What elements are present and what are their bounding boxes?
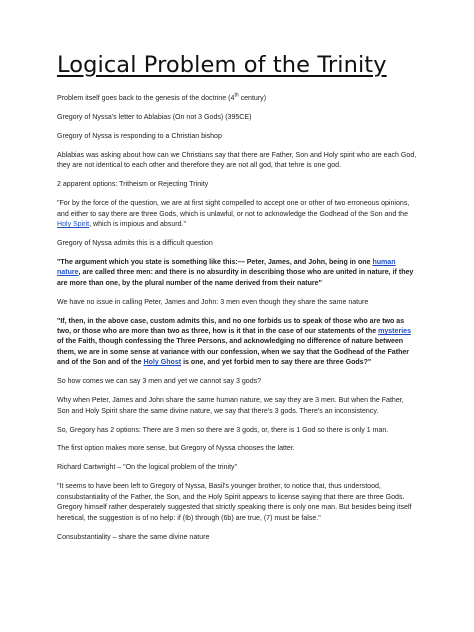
link-holy-spirit[interactable]: Holy Spirit <box>57 220 90 228</box>
link-nature[interactable]: nature <box>57 269 79 277</box>
paragraph-consubstantiality: Consubstantiality – share the same divine nature <box>57 533 210 541</box>
paragraph-first-option: The first option makes more sense, but Gregory of Nyssa chooses the latter. <box>57 445 295 453</box>
quote-custom-admits <box>57 317 417 369</box>
quote-argument <box>57 258 417 289</box>
quote-text-end: , are called three men: and there is no absurdity in describing those who are united in nature, if they are more than one, by the plural number of the name derived from their nature" <box>57 269 414 287</box>
paragraph-no-issue: We have no issue in calling Peter, James and John: 3 men even though they share the same nature <box>57 298 369 306</box>
paragraph-options: 2 apparent options: Tritheism or Rejecting Trinity <box>57 181 209 189</box>
quote-force-of-question <box>57 199 417 230</box>
quote-text: "For by the force of the question, we are at first sight compelled to accept one or other of two erroneous opinions, and either to say there are three Gods, which is unlawful, or not to acknowledge the Godhead of the Son and the <box>57 200 410 218</box>
link-human[interactable]: human <box>372 258 396 266</box>
paragraph-inconsistency: Why when Peter, James and John share the same human nature, we say they are 3 men. But when the Father, Son and Holy Spirit share the same divine nature, we say that there's 3 gods. There's an inconsistency. <box>57 397 404 415</box>
origin-text-end: century) <box>238 95 267 102</box>
quote-cartwright: "It seems to have been left to Gregory of Nyssa, Basil's younger brother, to notice that, thus understood, consubstantiality of the Father, the Son, and the Holy Spirit appears to license saying that there are three Gods. Gregory himself rather desperately suggested that strictly speaking there is only one man. But besides being itself heretical, the suggestion is of no help: if (Ib) through (6b) are true, (7) must be false." <box>57 483 412 522</box>
quote-text: "The argument which you state is something like this:— Peter, James, and John, being in one <box>57 258 373 266</box>
superscript-th: th <box>234 92 239 99</box>
quote-text: "If, then, in the above case, custom admits this, and no one forbids us to speak of those who are two as two, or those who are more than two as three, how is it that in the case of our statements of the <box>57 317 405 336</box>
paragraph-admits: Gregory of Nyssa admits this is a difficult question <box>57 239 213 247</box>
paragraph-two-options: So, Gregory has 2 options: There are 3 men so there are 3 gods, or, there is 1 God so there is only 1 man. <box>57 426 389 434</box>
paragraph-cartwright: Richard Cartwright – "On the logical problem of the trinity" <box>57 464 238 472</box>
origin-text: Problem itself goes back to the genesis of the doctrine (4 <box>57 95 235 102</box>
quote-text-middle: of the Faith, though confessing the Three Persons, and acknowledging no difference of nature between them, we are in some sense at variance with our confession, when we say that the Godhead of the Father and of the Son and of the <box>57 338 410 367</box>
document-body <box>57 94 417 551</box>
page-title: Logical Problem of the Trinity <box>57 52 387 78</box>
paragraph-letter: Gregory of Nyssa's letter to Ablabias (On not 3 Gods) (395CE) <box>57 113 252 121</box>
paragraph-origin <box>57 94 417 104</box>
paragraph-ablabias-question: Ablabias was asking about how can we Christians say that there are Father, Son and Holy spirit who are each God, they are not identical to each other and therefore they are not all god, that tehre is one god. <box>57 151 417 170</box>
link-holy-ghost[interactable]: Holy Ghost <box>143 359 182 367</box>
link-mysteries[interactable]: mysteries <box>378 328 411 336</box>
quote-text-end: is one, and yet forbid men to say there are three Gods?" <box>181 359 372 367</box>
paragraph-responding: Gregory of Nyssa is responding to a Christian bishop <box>57 132 222 140</box>
quote-text-end: , which is impious and absurd." <box>89 220 187 228</box>
paragraph-how-comes: So how comes we can say 3 men and yet we cannot say 3 gods? <box>57 378 262 386</box>
